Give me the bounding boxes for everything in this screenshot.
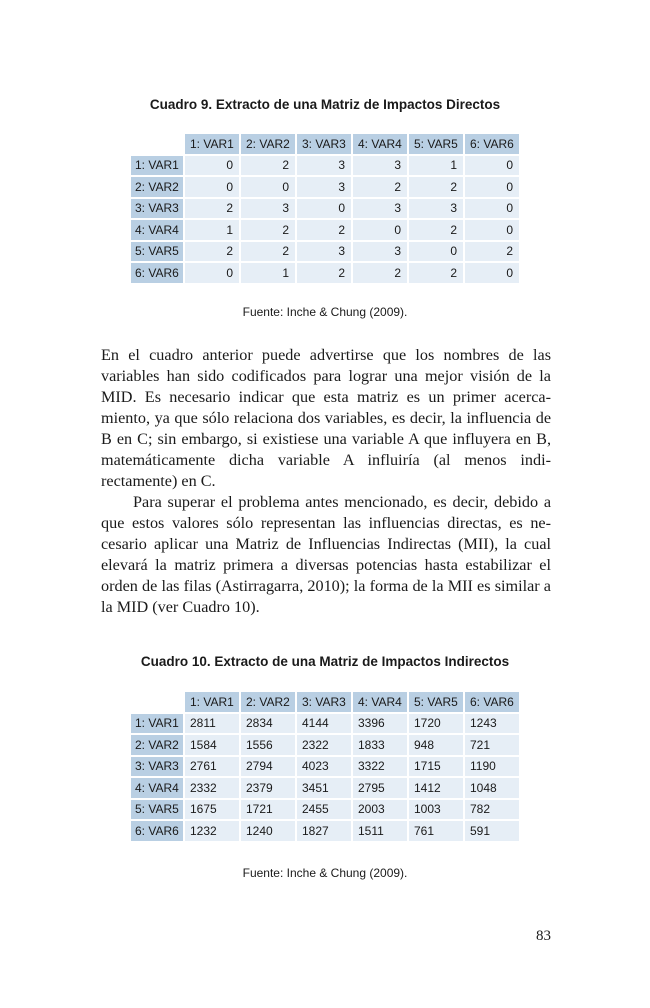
column-header: 1: VAR1	[185, 692, 239, 712]
table-cell: 4144	[297, 714, 351, 734]
row-header: 6: VAR6	[131, 263, 183, 283]
table-cell: 2794	[241, 757, 295, 777]
row-header: 1: VAR1	[131, 156, 183, 176]
table-row	[131, 778, 519, 798]
table-cell: 1232	[185, 821, 239, 841]
table-row	[131, 821, 519, 841]
table-cell: 2	[241, 156, 295, 176]
table-cell: 2003	[353, 800, 407, 820]
table-cell: 782	[465, 800, 519, 820]
row-header: 3: VAR3	[131, 199, 183, 219]
table1-source: Fuente: Inche & Chung (2009).	[242, 305, 408, 319]
table-cell: 0	[465, 156, 519, 176]
table-cell: 2	[465, 242, 519, 262]
table-cell: 0	[185, 156, 239, 176]
table-cell: 0	[465, 177, 519, 197]
table-cell: 2	[185, 199, 239, 219]
row-header: 1: VAR1	[131, 714, 183, 734]
table-cell: 0	[241, 177, 295, 197]
table1-caption: Cuadro 9. Extracto de una Matriz de Impactos Directos	[149, 97, 501, 112]
table-cell: 2795	[353, 778, 407, 798]
table2-source: Fuente: Inche & Chung (2009).	[242, 866, 408, 880]
corner-cell	[131, 692, 183, 712]
direct-impacts-matrix	[129, 132, 521, 285]
table-cell: 1240	[241, 821, 295, 841]
table-cell: 1048	[465, 778, 519, 798]
row-header: 5: VAR5	[131, 242, 183, 262]
table-cell: 2	[185, 242, 239, 262]
corner-cell	[131, 134, 183, 154]
table-cell: 1243	[465, 714, 519, 734]
table-cell: 3	[241, 199, 295, 219]
table-cell: 2455	[297, 800, 351, 820]
table-cell: 1412	[409, 778, 463, 798]
table-cell: 761	[409, 821, 463, 841]
table-cell: 3	[297, 242, 351, 262]
table-cell: 2834	[241, 714, 295, 734]
indirect-impacts-matrix	[129, 690, 521, 843]
row-header: 3: VAR3	[131, 757, 183, 777]
column-header: 3: VAR3	[297, 134, 351, 154]
table-cell: 3396	[353, 714, 407, 734]
table-cell: 4023	[297, 757, 351, 777]
table-cell: 1511	[353, 821, 407, 841]
table-cell: 2761	[185, 757, 239, 777]
table-cell: 0	[185, 263, 239, 283]
table-cell: 1715	[409, 757, 463, 777]
row-header: 6: VAR6	[131, 821, 183, 841]
column-header: 6: VAR6	[465, 692, 519, 712]
page-number: 83	[536, 928, 551, 944]
table-cell: 0	[185, 177, 239, 197]
table-cell: 2379	[241, 778, 295, 798]
row-header: 4: VAR4	[131, 220, 183, 240]
table-cell: 1584	[185, 735, 239, 755]
column-header: 1: VAR1	[185, 134, 239, 154]
table-cell: 1827	[297, 821, 351, 841]
table-cell: 2	[241, 242, 295, 262]
table-cell: 948	[409, 735, 463, 755]
row-header: 2: VAR2	[131, 177, 183, 197]
table-row	[131, 156, 519, 176]
table-cell: 1675	[185, 800, 239, 820]
table-cell: 721	[465, 735, 519, 755]
table-cell: 0	[465, 220, 519, 240]
table-cell: 2	[409, 220, 463, 240]
table-cell: 0	[353, 220, 407, 240]
table-cell: 3	[353, 242, 407, 262]
paragraph-2: Para superar el problema antes mencionado, es decir, debido a que estos valores sólo representan las influencias directas, es necesario aplicar una Matriz de Influencias Indirectas (MII), la cual elevará la matriz primera a diversas potencias hasta estabilizar el orden de las filas (Astirragarra, 2010); la forma de la MII es similar a la MID (ver Cuadro 10).	[101, 493, 551, 616]
table-cell: 2	[353, 177, 407, 197]
row-header: 5: VAR5	[131, 800, 183, 820]
table-row	[131, 735, 519, 755]
column-header: 6: VAR6	[465, 134, 519, 154]
table-cell: 1556	[241, 735, 295, 755]
column-header: 4: VAR4	[353, 692, 407, 712]
table2-caption: Cuadro 10. Extracto de una Matriz de Impactos Indirectos	[140, 654, 510, 669]
table-cell: 0	[297, 199, 351, 219]
table-cell: 1003	[409, 800, 463, 820]
table-row	[131, 263, 519, 283]
table-cell: 3	[409, 199, 463, 219]
table-cell: 0	[409, 242, 463, 262]
table-cell: 591	[465, 821, 519, 841]
table-cell: 1833	[353, 735, 407, 755]
column-header: 2: VAR2	[241, 134, 295, 154]
table-cell: 3322	[353, 757, 407, 777]
table-row	[131, 242, 519, 262]
table-cell: 2	[409, 263, 463, 283]
table-row	[131, 714, 519, 734]
table-cell: 0	[465, 199, 519, 219]
table-row	[131, 177, 519, 197]
header-row	[131, 692, 519, 712]
table-cell: 1720	[409, 714, 463, 734]
header-row	[131, 134, 519, 154]
table-cell: 2322	[297, 735, 351, 755]
paragraph-1: En el cuadro anterior puede advertirse que los nombres de las variables han sido codificados para lograr una mejor visión de la MID. Es necesario indicar que esta matriz es un primer acercamiento, ya que sólo relaciona dos variables, es decir, la influencia de B en C; sin embargo, si existiese una variable A que influyera en B, matemáticamente dicha variable A influiría (al menos indirectamente) en C.	[101, 346, 551, 490]
table-cell: 1	[409, 156, 463, 176]
row-header: 2: VAR2	[131, 735, 183, 755]
table-cell: 3451	[297, 778, 351, 798]
row-header: 4: VAR4	[131, 778, 183, 798]
table-cell: 2332	[185, 778, 239, 798]
column-header: 4: VAR4	[353, 134, 407, 154]
column-header: 5: VAR5	[409, 134, 463, 154]
table-cell: 3	[353, 199, 407, 219]
table-cell: 3	[297, 177, 351, 197]
table-cell: 2811	[185, 714, 239, 734]
table-row	[131, 757, 519, 777]
table-cell: 1	[241, 263, 295, 283]
table-cell: 2	[241, 220, 295, 240]
table-row	[131, 800, 519, 820]
column-header: 2: VAR2	[241, 692, 295, 712]
table-cell: 0	[465, 263, 519, 283]
table-cell: 2	[297, 220, 351, 240]
table-cell: 1	[185, 220, 239, 240]
table-cell: 1721	[241, 800, 295, 820]
table-row	[131, 199, 519, 219]
table-cell: 2	[297, 263, 351, 283]
table-cell: 2	[409, 177, 463, 197]
table-cell: 3	[353, 156, 407, 176]
table-cell: 2	[353, 263, 407, 283]
column-header: 3: VAR3	[297, 692, 351, 712]
table-cell: 3	[297, 156, 351, 176]
table-cell: 1190	[465, 757, 519, 777]
column-header: 5: VAR5	[409, 692, 463, 712]
table-row	[131, 220, 519, 240]
